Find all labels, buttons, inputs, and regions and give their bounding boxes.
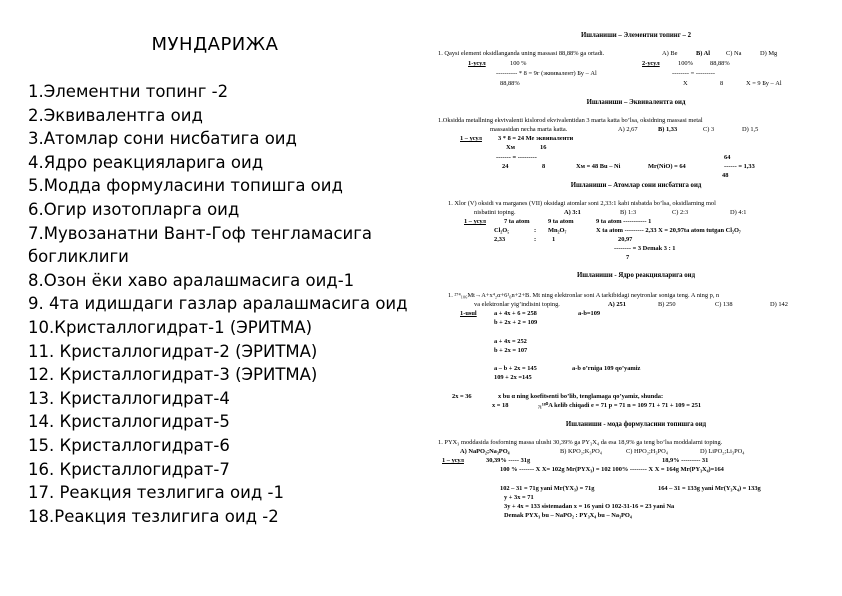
solution-line: 164 – 31 = 133g yani Mr(Y₃X₄) = 133g	[658, 485, 761, 492]
option: D) 142	[770, 301, 788, 308]
toc-item: 14. Кристаллогидрат-5	[28, 412, 230, 432]
toc-item: 2.Эквивалентга оид	[28, 105, 203, 125]
solution-line: 9 ta atom	[548, 218, 574, 225]
section-heading: Ишланиши - Ядро реакцияларига оид	[576, 272, 696, 279]
option: A) 2,67	[618, 126, 638, 133]
solution-line: 100 %	[510, 60, 527, 67]
method-label: 1-usul	[460, 310, 477, 317]
option: A) Be	[662, 50, 678, 57]
section-heading: Ишланиши – Эквивалентга оид	[586, 99, 686, 106]
solution-line: 1	[552, 236, 556, 243]
toc-list	[28, 80, 408, 528]
option-correct: B) 1,33	[658, 126, 678, 133]
solution-line: a – b + 2x = 145	[494, 365, 537, 372]
solution-line: x = 18	[492, 402, 509, 409]
solution-line: 8	[720, 80, 724, 87]
option-correct: A) 3:1	[564, 209, 581, 216]
solution-line: -------- = ---------	[672, 70, 715, 77]
solution-line: 100 % ------- X X= 102g Mr(PYX₃) = 102 100% -------- X X = 164g Mr(PY₃X₄)=164	[500, 466, 724, 473]
toc-item: 13. Кристаллогидрат-4	[28, 388, 230, 408]
solution-line: a + 4x = 252	[494, 338, 527, 345]
solution-line: 30,39% ----- 31g	[486, 457, 531, 464]
method-label: 1 – усул	[460, 135, 482, 142]
solution-line: b + 2x + 2 = 109	[494, 319, 538, 326]
section-heading: Ишланиши – Атомлар сони нисбатига оид	[570, 182, 702, 189]
toc-item: 3.Атомлар сони нисбатига оид	[28, 129, 297, 149]
solution-line: Хм	[506, 144, 515, 151]
solution-line: 88,88%	[710, 60, 730, 67]
page-title: МУНДАРИЖА	[151, 34, 279, 55]
option: C) 2:3	[672, 209, 689, 216]
solution-line: 2,33	[494, 236, 506, 243]
solution-line: 64	[724, 154, 731, 161]
toc-item: 18.Реакция тезлигига оид -2	[28, 506, 279, 526]
question-text: nisbatini toping.	[474, 209, 516, 216]
solution-line: 2x = 36	[452, 393, 472, 400]
question-text: 1. Xlor (V) oksidi va marganes (VII) oksidagi atomlar soni 2,33:1 kabi nisbatda bo’lsa, oksidlarning mol	[448, 200, 716, 207]
toc-item: 6.Огир изотопларга оид	[28, 199, 240, 219]
toc-item: 10.Кристаллогидрат-1 (ЭРИТМА)	[28, 317, 313, 337]
method-label: 2-усул	[642, 60, 660, 67]
toc-item: богликлиги	[28, 247, 129, 267]
solution-line: X ta atom --------- 2,33 X = 20,97ta atom tutgan Cl₂O₇	[596, 227, 741, 234]
toc-item: 1.Элементни топинг -2	[28, 82, 229, 101]
question-text: 1. ²⁷⁴₁₀₆Mt→A+x⁴₂α+6¹₀n+2+B. Mt ning elektronlar soni A tarkibidagi neytronlar soniga teng. A ning p, n	[448, 292, 720, 299]
question-text: 1.Oksidda metallning ekvivalenti kislorod ekvivalentidan 3 marta katta bo’lsa, oksidning massasi metal	[438, 117, 703, 124]
question-text: massasidan necha marta katta.	[490, 126, 568, 133]
method-label: 1 – усул	[464, 218, 486, 225]
solution-line: 18,9% --------- 31	[662, 457, 709, 464]
solution-line: a-b=109	[578, 310, 601, 317]
option-correct: A) NaPO₂;Na₃PO₄	[460, 448, 510, 455]
solution-line: 109 + 2x =145	[494, 374, 532, 381]
section-heading: Ишланиши - мода формуласини топишга оид	[565, 421, 707, 428]
solution-line: x bu α ning koefitsenti bo’lib, tenglamaga qo’yamiz, shunda:	[498, 393, 664, 400]
solution-line: 8	[542, 163, 546, 170]
toc-item: 4.Ядро реакцияларига оид	[28, 152, 264, 172]
solution-line: 102 – 31 = 71g yani Mr(YX₃) = 71g	[500, 485, 595, 492]
option: C) 3	[703, 126, 715, 133]
solution-line: ₇₁¹⁸⁰A kelib chiqadi e = 71 p = 71 n = 109 71 + 71 + 109 = 251	[538, 402, 702, 409]
solution-line: 24	[502, 163, 509, 170]
solution-line: 9 ta atom ----------- 1	[596, 218, 652, 225]
method-label: 1 – усул	[442, 457, 464, 464]
option: C) Na	[726, 50, 742, 57]
toc-item: 17. Реакция тезлигига оид -1	[28, 483, 284, 503]
solution-line: 20,97	[618, 236, 633, 243]
solution-line: :	[534, 236, 537, 243]
solution-line: :	[534, 227, 537, 234]
method-label: 1-усул	[468, 60, 486, 67]
option: C) 138	[715, 301, 733, 308]
toc-item: 11. Кристаллогидрат-2 (ЭРИТМА)	[28, 341, 318, 361]
question-text: va elektronlar yig’indisini toping.	[474, 301, 560, 308]
question-text: 1. Qaysi element oksidlanganda uning massasi 88,88% ga ortadi.	[438, 50, 605, 57]
solution-line: y + 3x = 71	[504, 494, 534, 501]
toc-item: 7.Мувозанатни Вант-Гоф тенгламасига	[28, 223, 373, 243]
option: D) 4:1	[730, 209, 747, 216]
option: B) 250	[658, 301, 676, 308]
table-of-contents-page	[0, 0, 420, 596]
option-correct: B) Al	[696, 50, 711, 57]
section-heading: Ишланиши – Элементни топинг – 2	[581, 32, 691, 39]
solution-line: X = 9 Бу – Al	[746, 80, 782, 87]
solution-line: 7	[626, 254, 630, 261]
solution-line: Mn₂O₇	[548, 227, 567, 234]
option: D) LiPO₂;Li₃PO₄	[700, 448, 745, 455]
option: B) 1:3	[620, 209, 637, 216]
solution-line: 3y + 4x = 133 sistemadan x = 16 yani O 102-31-16 = 23 yani Na	[504, 503, 675, 510]
solution-line: b + 2x = 107	[494, 347, 528, 354]
solution-line: X	[683, 80, 688, 87]
solution-line: ------- = ---------	[496, 154, 537, 161]
option-correct: A) 251	[608, 301, 626, 308]
solution-line: -------- = 3 Demak 3 : 1	[614, 245, 676, 252]
solution-line: 3 * 8 = 24 Ме эквиваленти	[498, 135, 574, 142]
solution-line: 88,88%	[500, 80, 520, 87]
solution-line: 100%	[678, 60, 693, 67]
toc-item: 5.Модда формуласини топишга оид	[28, 176, 343, 196]
toc-item: 9. 4та идишдаги газлар аралашмасига оид	[28, 294, 408, 314]
solution-line: 48	[722, 172, 729, 179]
question-text: 1. PYX₃ moddasida fosforning massa ulushi 30,39% ga PY₃X₄ da esa 18,9% ga teng bo’lsa moddalarni toping.	[438, 439, 723, 446]
solution-line: Demak PYX₃ bu – NaPO₂ : PY₃X₄ bu – Na₃PO₄	[504, 512, 632, 519]
solutions-page	[430, 0, 842, 596]
solution-line: 16	[540, 144, 547, 151]
solution-line: a-b o’rniga 109 qo’yamiz	[572, 365, 641, 372]
solution-line: Mr(NiO) = 64	[648, 163, 686, 170]
toc-item: 12. Кристаллогидрат-3 (ЭРИТМА)	[28, 365, 318, 385]
solution-line: 7 ta atom	[504, 218, 530, 225]
toc-item: 15. Кристаллогидрат-6	[28, 435, 230, 455]
option: D) 1,5	[742, 126, 759, 133]
toc-item: 8.Озон ёки хаво аралашмасига оид-1	[28, 270, 355, 290]
solution-line: ------ = 1,33	[724, 163, 755, 170]
solution-line: Хм = 48 Bu – Ni	[576, 163, 621, 170]
solution-line: ---------- * 8 = 9г (эквивалент) Бу – Al	[496, 70, 597, 77]
option: D) Mg	[760, 50, 778, 57]
solution-line: a + 4x + 6 = 258	[494, 310, 537, 317]
option: C) HPO₂;H₃PO₄	[626, 448, 669, 455]
solution-line: Cl₂O₅	[494, 227, 510, 234]
option: B) KPO₂;K₃PO₄	[560, 448, 603, 455]
toc-item: 16. Кристаллогидрат-7	[28, 459, 230, 479]
